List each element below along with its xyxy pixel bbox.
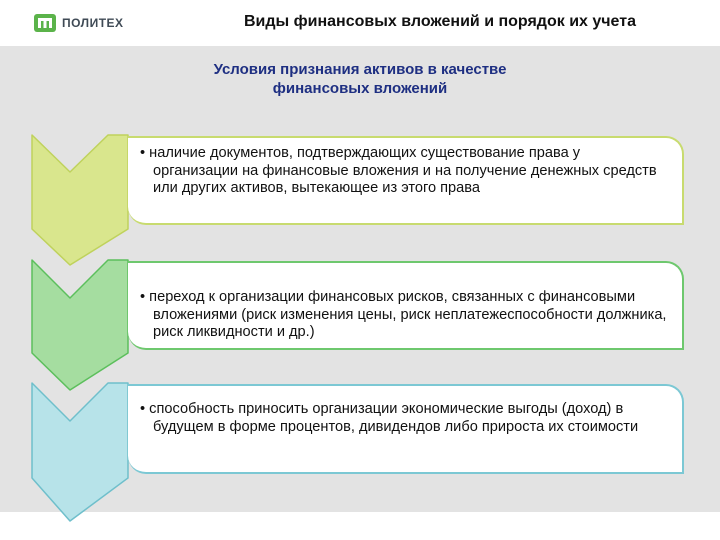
- logo-text: ПОЛИТЕХ: [62, 16, 124, 30]
- condition-text-3: способность приносить организации экономические выгоды (доход) в будущем в форме процентов, дивидендов либо прироста их стоимости: [149, 401, 639, 435]
- condition-item-2: [140, 289, 668, 342]
- chevron-1: [32, 135, 128, 265]
- condition-text-2: переход к организации финансовых рисков, связанных с финансовыми вложениями (риск изменения цены, риск неплатежеспособности должника, риск ликвидности и др.): [149, 289, 667, 340]
- condition-item-3: [140, 401, 668, 436]
- bullet: •: [140, 145, 146, 161]
- chevron-3: [32, 383, 128, 521]
- condition-box-2: [128, 261, 684, 350]
- chevron-2: [32, 260, 128, 390]
- condition-box-1: [128, 136, 684, 225]
- bullet: •: [140, 401, 146, 417]
- bullet: •: [140, 289, 146, 305]
- subtitle-line-1: Условия признания активов в качестве: [213, 61, 507, 78]
- page-title: Виды финансовых вложений и порядок их учета: [244, 13, 636, 30]
- condition-box-3: [128, 384, 684, 474]
- condition-item-1: [140, 145, 668, 198]
- subtitle-line-2: финансовых вложений: [272, 80, 448, 97]
- condition-text-1: наличие документов, подтверждающих существование права у организации на финансовые вложения и на получение денежных средств или других активов, вытекающее из этого права: [149, 145, 657, 196]
